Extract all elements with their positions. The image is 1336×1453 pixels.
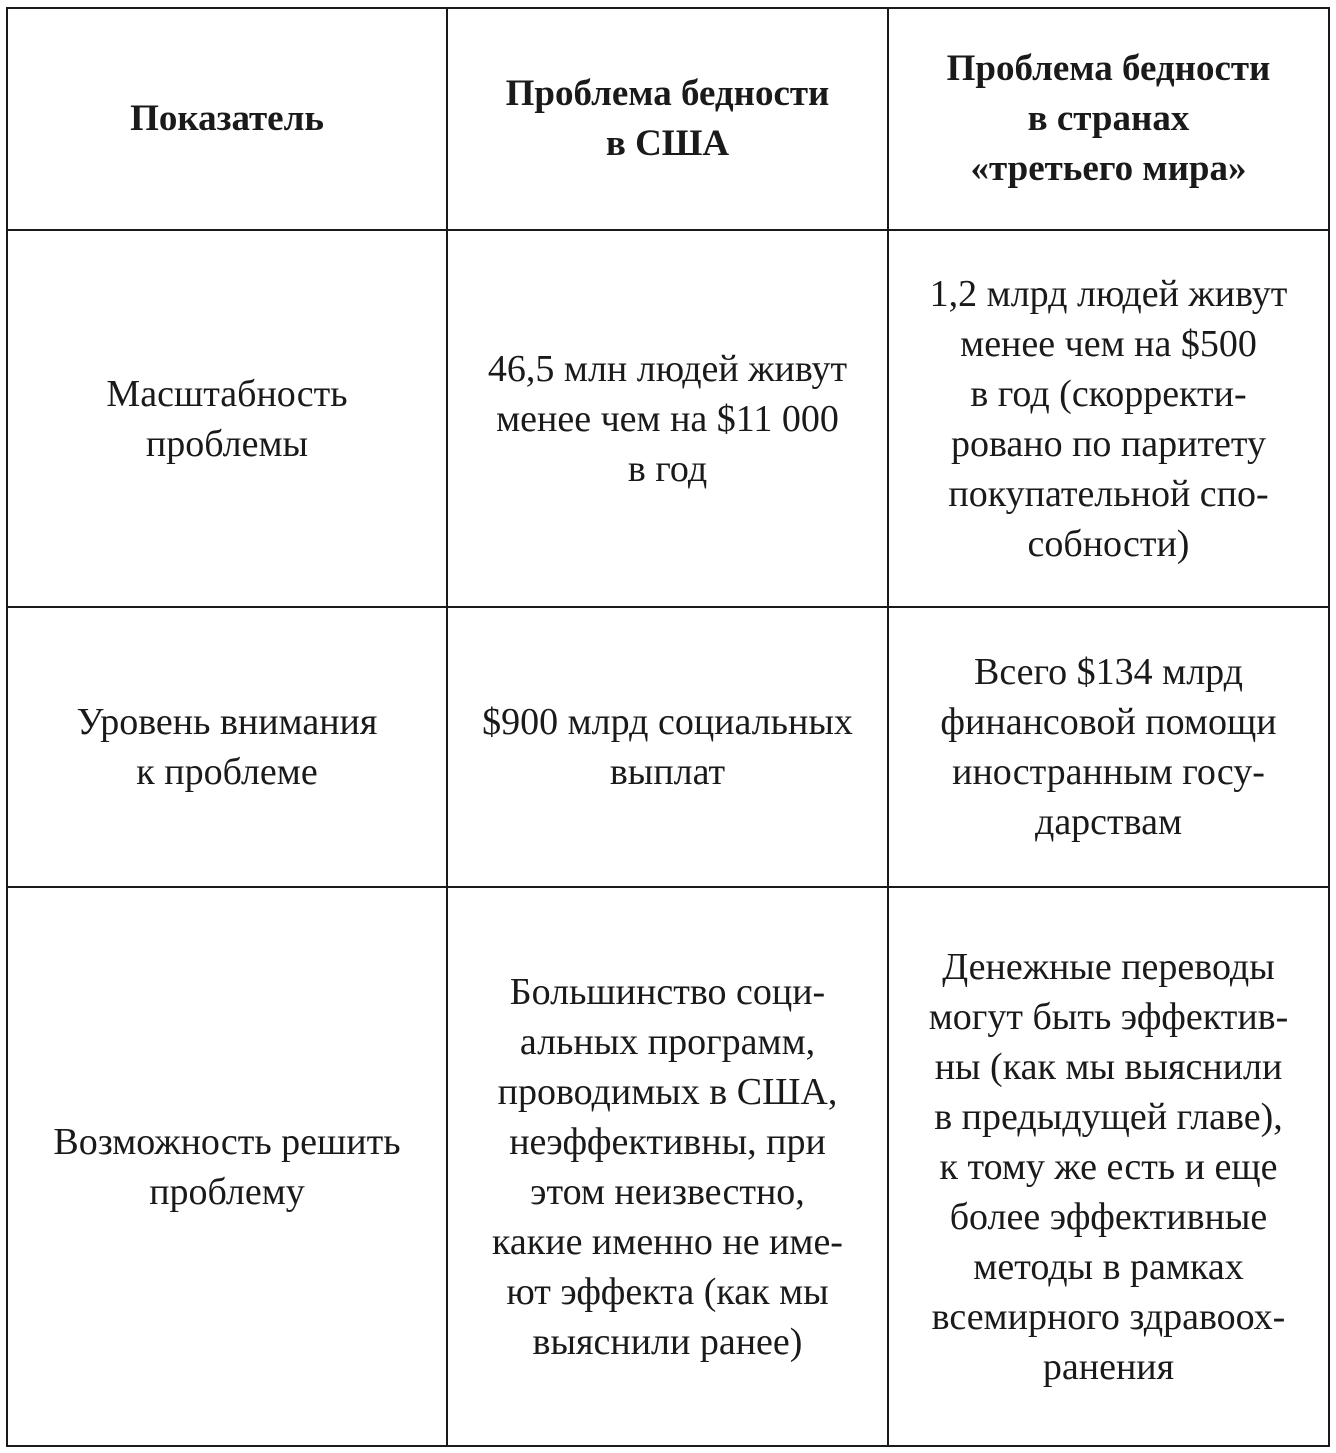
row-label-attention: Уровень внимания к проблеме bbox=[7, 607, 447, 887]
row-label-scale: Масштабность проблемы bbox=[7, 230, 447, 607]
header-usa-poverty: Проблема бедности в США bbox=[447, 8, 888, 230]
cell-usa-scale: 46,5 млн людей живут менее чем на $11 000 в год bbox=[447, 230, 888, 607]
cell-third-world-solvability: Денежные переводы могут быть эффектив- ны (как мы выяснили в предыдущей главе), к тому же есть и еще более эффективные методы в рамках всемирного здравоох- ранения bbox=[888, 887, 1329, 1446]
table-row bbox=[7, 887, 1329, 1446]
cell-usa-solvability: Большинство соци- альных программ, проводимых в США, неэффективны, при этом неизвестно, какие именно не име- ют эффекта (как мы выяснили ранее) bbox=[447, 887, 888, 1446]
cell-third-world-scale: 1,2 млрд людей живут менее чем на $500 в год (скорректи- ровано по паритету покупательной спо- собности) bbox=[888, 230, 1329, 607]
comparison-table bbox=[6, 7, 1330, 1447]
header-indicator: Показатель bbox=[7, 8, 447, 230]
table-row bbox=[7, 607, 1329, 887]
cell-third-world-attention: Всего $134 млрд финансовой помощи иностранным госу- дарствам bbox=[888, 607, 1329, 887]
table-row bbox=[7, 230, 1329, 607]
cell-usa-attention: $900 млрд социальных выплат bbox=[447, 607, 888, 887]
table-header-row bbox=[7, 8, 1329, 230]
header-third-world-poverty: Проблема бедности в странах «третьего мира» bbox=[888, 8, 1329, 230]
row-label-solvability: Возможность решить проблему bbox=[7, 887, 447, 1446]
